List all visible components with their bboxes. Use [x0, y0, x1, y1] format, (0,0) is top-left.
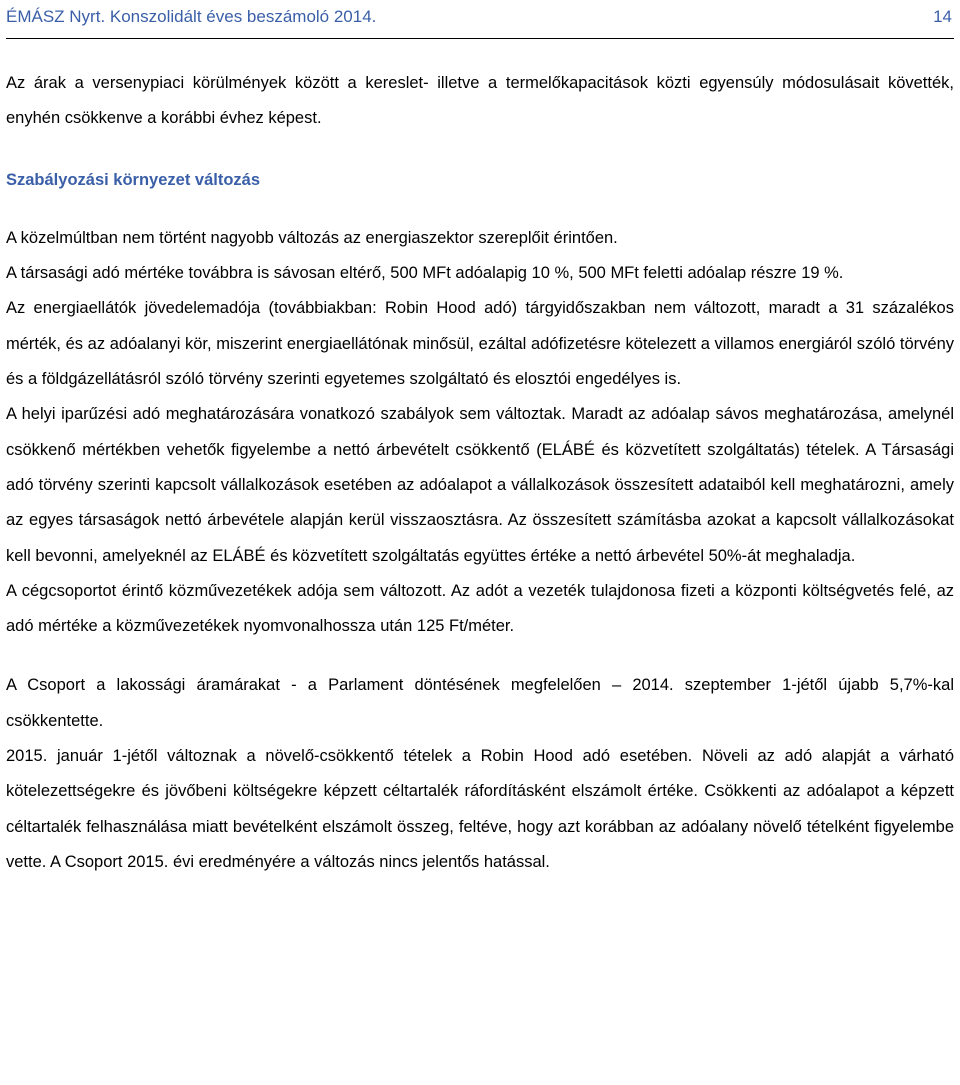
document-title: ÉMÁSZ Nyrt. Konszolidált éves beszámoló 2014.	[6, 7, 377, 26]
paragraph-local-business-tax: A helyi iparűzési adó meghatározására vonatkozó szabályok sem változtak. Maradt az adóalap sávos meghatározása, amelynél csökkenő mértékben vehetők figyelembe a nettó árbevételt csökkentő (ELÁBÉ és közvetített szolgáltatás) tételek. A Társasági adó törvény szerinti kapcsolt vállalkozások esetében az adóalapot a vállalkozások összesített adataiból kell meghatározni, amely az egyes társaságok nettó árbevétele alapján kerül visszaosztásra. Az összesített számításba azokat a kapcsolt vállalkozásokat kell bevonni, amelyeknél az ELÁBÉ és közvetített szolgáltatás együttes értéke a nettó árbevétel 50%-át meghaladja.	[6, 405, 954, 565]
paragraph-robin-hood-tax: Az energiaellátók jövedelemadója (továbbiakban: Robin Hood adó) tárgyidőszakban nem változott, maradt a 31 százalékos mérték, és az adóalanyi kör, miszerint energiaellátónak minősül, ezáltal adófizetésre kötelezett a villamos energiáról szóló törvény és a földgázellátásról szóló törvény szerinti egyetemes szolgáltató és elosztói engedélyes is.	[6, 299, 954, 389]
paragraph-residential-prices: A Csoport a lakossági áramárakat - a Parlament döntésének megfelelően – 2014. szeptember 1-jétől újabb 5,7%-kal csökkentette.	[6, 676, 954, 730]
section-heading: Szabályozási környezet változás	[6, 170, 261, 189]
paragraph-prices: Az árak a versenypiaci körülmények között a kereslet- illetve a termelőkapacitások közti egyensúly módosulásait követték, enyhén csökkenve a korábbi évhez képest.	[6, 74, 954, 128]
paragraph-utility-tax: A cégcsoportot érintő közművezetékek adója sem változott. Az adót a vezeték tulajdonosa fizeti a központi költségvetés felé, az adó mértéke a közművezetékek nyomvonalhossza után 125 Ft/méter.	[6, 581, 954, 636]
page-header	[6, 4, 954, 39]
paragraph-corporate-tax: A társasági adó mértéke továbbra is sávosan eltérő, 500 MFt adóalapig 10 %, 500 MFt feletti adóalap részre 19 %.	[6, 264, 844, 283]
page-number: 14	[933, 7, 952, 26]
paragraph-2015-changes: 2015. január 1-jétől változnak a növelő-csökkentő tételek a Robin Hood adó esetében. Növeli az adó alapját a várható kötelezettségekre és jövőbeni költségekre képzett céltartalék ráfordításként elszámolt értéke. Csökkenti az adóalapot a képzett céltartalék felhasználása miatt bevételként elszámolt összeg, feltéve, hogy azt korábban az adóalany növelő tételként figyelembe vette. A Csoport 2015. évi eredményére a változás nincs jelentős hatással.	[6, 747, 954, 871]
document-body	[6, 66, 954, 880]
paragraph-regulation: A közelmúltban nem történt nagyobb változás az energiaszektor szereplőit érintően.	[6, 228, 618, 247]
